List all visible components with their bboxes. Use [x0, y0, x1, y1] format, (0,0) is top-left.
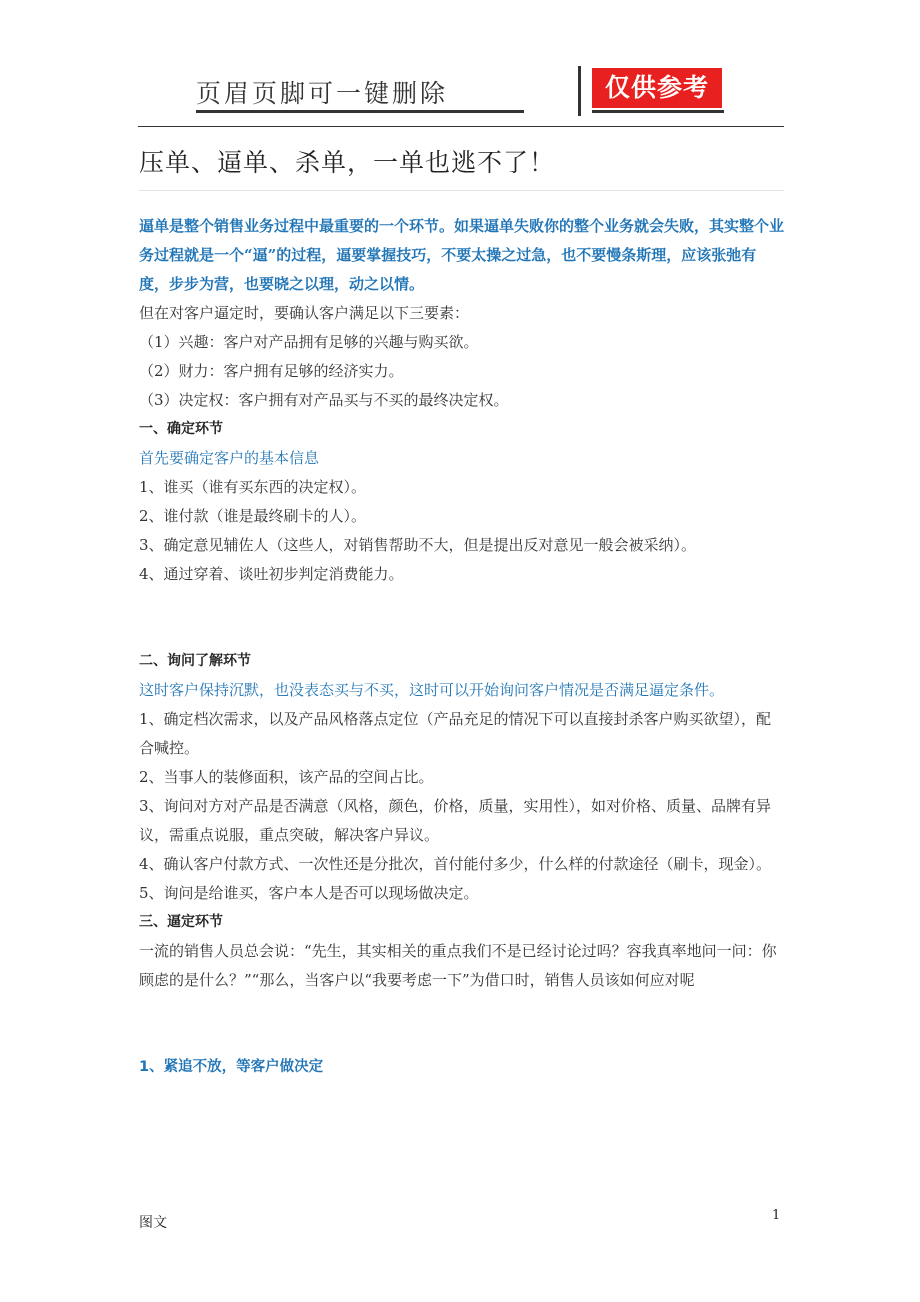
page-header	[138, 62, 784, 128]
page-number: 1	[772, 1208, 781, 1223]
title-divider	[139, 190, 784, 191]
section1-item: 2、谁付款（谁是最终刷卡的人）。	[139, 507, 367, 525]
spacer	[139, 995, 784, 1053]
article-body	[139, 212, 784, 1082]
reference-only-badge: 仅供参考	[592, 68, 722, 108]
spacer	[139, 589, 784, 647]
header-underline	[196, 110, 524, 113]
section1-heading: 一、确定环节	[139, 421, 223, 437]
page-title: 压单、逼单、杀单，一单也逃不了！	[139, 148, 556, 177]
section1-item: 4、通过穿着、谈吐初步判定消费能力。	[139, 565, 404, 583]
section2-item: 4、确认客户付款方式、一次性还是分批次，首付能付多少，什么样的付款途径（刷卡，现金）。	[139, 855, 772, 873]
section2-item: 3、询问对方对产品是否满意（风格，颜色，价格，质量，实用性），如对价格、质量、品牌有异议，需重点说服，重点突破，解决客户异议。	[139, 797, 772, 844]
section1-item: 3、确定意见辅佐人（这些人，对销售帮助不大，但是提出反对意见一般会被采纳）。	[139, 536, 697, 554]
section2-item: 5、询问是给谁买，客户本人是否可以现场做决定。	[139, 884, 479, 902]
header-text: 页眉页脚可一键删除	[196, 79, 449, 108]
header-divider	[578, 66, 581, 116]
header-rule	[138, 126, 784, 127]
intro-paragraph: 逼单是整个销售业务过程中最重要的一个环节。如果逼单失败你的整个业务就会失败，其实整个业务过程就是一个“逼”的过程，逼要掌握技巧，不要太操之过急，也不要慢条斯理，应该张弛有度，步步为营，也要晓之以理，动之以情。	[139, 217, 785, 293]
section3-body: 一流的销售人员总会说：“先生，其实相关的重点我们不是已经讨论过吗？容我真率地问一问：你顾虑的是什么？”“那么，当客户以“我要考虑一下”为借口时，销售人员该如何应对呢	[139, 942, 777, 989]
section2-subheading: 这时客户保持沉默，也没表态买与不买，这时可以开始询问客户情况是否满足逼定条件。	[139, 681, 725, 699]
requirement-item: （1）兴趣：客户对产品拥有足够的兴趣与购买欲。	[139, 333, 479, 351]
section3-subheading: 1、紧追不放，等客户做决定	[139, 1059, 324, 1075]
badge-underline	[592, 110, 724, 113]
section2-item: 2、当事人的装修面积，该产品的空间占比。	[139, 768, 434, 786]
footer-label: 图文	[139, 1215, 167, 1231]
section2-item: 1、确定档次需求，以及产品风格落点定位（产品充足的情况下可以直接封杀客户购买欲望），配合喊控。	[139, 710, 772, 757]
section1-item: 1、谁买（谁有买东西的决定权）。	[139, 478, 367, 496]
requirements-lead: 但在对客户逼定时，要确认客户满足以下三要素：	[139, 304, 470, 322]
section3-heading: 三、逼定环节	[139, 914, 223, 930]
section2-heading: 二、询问了解环节	[139, 653, 251, 669]
requirement-item: （2）财力：客户拥有足够的经济实力。	[139, 362, 404, 380]
section1-subheading: 首先要确定客户的基本信息	[139, 449, 320, 467]
requirement-item: （3）决定权：客户拥有对产品买与不买的最终决定权。	[139, 391, 509, 409]
